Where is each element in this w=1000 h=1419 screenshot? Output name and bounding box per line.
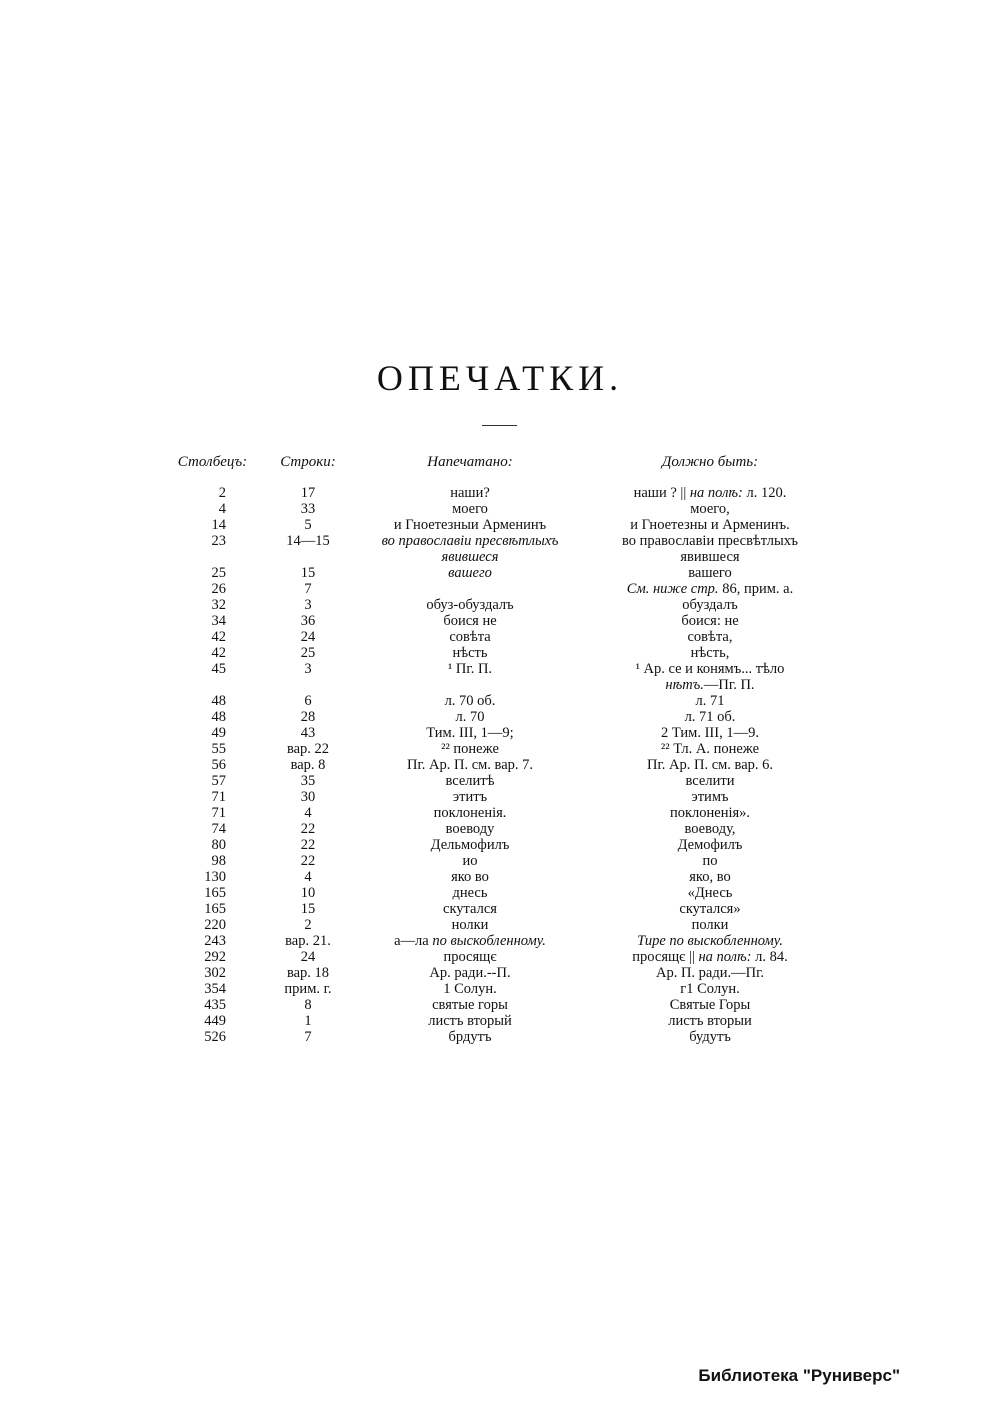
text-run: листъ вторый [428, 1013, 512, 1029]
text-run: обуз-обуздалъ [426, 597, 514, 613]
correct-text [590, 773, 830, 789]
errata-row [0, 981, 1000, 997]
errata-row [0, 725, 1000, 741]
column-number: 74 [211, 821, 226, 837]
text-run: Ар. ради.--П. [429, 965, 511, 981]
correct-text [590, 613, 830, 629]
errata-row [0, 693, 1000, 709]
line-number: 8 [304, 997, 312, 1013]
printed-text [350, 485, 590, 501]
line-number: 4 [304, 805, 312, 821]
line-number: 24 [300, 629, 316, 645]
errata-row [0, 869, 1000, 885]
printed-text [350, 1029, 590, 1045]
printed-text [350, 805, 590, 821]
text-run: ¹ Пг. П. [447, 661, 493, 677]
correct-text [590, 837, 830, 853]
correct-text [590, 869, 830, 885]
printed-text [350, 869, 590, 885]
text-run: явившеся [680, 549, 740, 565]
line-number: 7 [304, 581, 312, 597]
text-run: боися: не [681, 613, 739, 629]
correct-text [590, 501, 830, 517]
text-run: яко во [451, 869, 489, 885]
correct-text [590, 485, 830, 501]
header-printed: Напечатано: [427, 454, 513, 470]
text-run: по [702, 853, 718, 869]
line-number: вар. 8 [290, 757, 326, 773]
errata-row [0, 917, 1000, 933]
text-run: совѣта, [687, 629, 733, 645]
text-run: боися не [443, 613, 497, 629]
correct-text [590, 805, 830, 821]
text-run: воеводу [445, 821, 495, 837]
printed-text [350, 917, 590, 933]
errata-table [0, 485, 1000, 1045]
printed-text [350, 693, 590, 709]
line-number: вар. 18 [286, 965, 330, 981]
correct-text [590, 741, 830, 757]
text-run: «Днесь [687, 885, 733, 901]
correct-text [590, 645, 830, 661]
column-number: 45 [211, 661, 226, 677]
errata-row [0, 533, 1000, 565]
header-lines: Строки: [280, 454, 336, 470]
line-number: вар. 22 [286, 741, 330, 757]
text-run: днесь [452, 885, 488, 901]
errata-row [0, 997, 1000, 1013]
printed-text [350, 661, 590, 677]
text-run: л. 71 [695, 693, 725, 709]
line-number: 24 [300, 949, 316, 965]
printed-text [350, 533, 590, 565]
correct-text [590, 709, 830, 725]
line-number: 1 [304, 1013, 312, 1029]
column-number: 25 [211, 565, 226, 581]
text-run: яко, во [689, 869, 731, 885]
line-number: 15 [300, 901, 316, 917]
text-run: на полѣ: [698, 949, 752, 965]
text-run: по выскобленному. [432, 933, 546, 949]
printed-text [350, 565, 590, 581]
line-number: 5 [304, 517, 312, 533]
printed-text [350, 853, 590, 869]
line-number: 36 [300, 613, 316, 629]
text-run: поклоненія. [433, 805, 507, 821]
correct-text [590, 997, 830, 1013]
text-run: л. 120. [742, 485, 787, 501]
line-number: 2 [304, 917, 312, 933]
correct-text [590, 789, 830, 805]
printed-text [350, 821, 590, 837]
errata-row [0, 853, 1000, 869]
text-run: будутъ [689, 1029, 731, 1045]
line-number: 7 [304, 1029, 312, 1045]
text-run: —Пг. П. [703, 677, 755, 693]
text-run: скутался [443, 901, 497, 917]
errata-row [0, 885, 1000, 901]
column-number: 14 [211, 517, 226, 533]
printed-text [350, 517, 590, 533]
errata-row [0, 501, 1000, 517]
text-run: и Гноетезныи Арменинъ [393, 517, 547, 533]
errata-row [0, 645, 1000, 661]
correct-text [590, 821, 830, 837]
errata-row [0, 773, 1000, 789]
text-run: листъ вторыи [668, 1013, 752, 1029]
column-number: 48 [211, 693, 226, 709]
line-number: 15 [300, 565, 316, 581]
text-run: л. 70 об. [444, 693, 496, 709]
correct-text [590, 933, 830, 949]
correct-text [590, 901, 830, 917]
errata-row [0, 789, 1000, 805]
errata-row [0, 581, 1000, 597]
column-number: 98 [211, 853, 226, 869]
text-run: Ар. П. ради.—Пг. [655, 965, 765, 981]
text-run: а—ла [394, 933, 433, 949]
errata-row [0, 709, 1000, 725]
column-number: 26 [211, 581, 226, 597]
printed-text [350, 789, 590, 805]
column-number: 165 [204, 885, 226, 901]
text-run: л. 70 [455, 709, 485, 725]
line-number: 30 [300, 789, 316, 805]
text-run: во православіи пресвѣтлыхъ [381, 533, 559, 549]
column-number: 302 [204, 965, 226, 981]
text-run: совѣта [449, 629, 491, 645]
header-correct: Должно быть: [661, 454, 759, 470]
text-run: поклоненія». [669, 805, 751, 821]
line-number: 3 [304, 597, 312, 613]
printed-text [350, 773, 590, 789]
line-number: 28 [300, 709, 316, 725]
text-run: 2 Тим. III, 1—9. [661, 725, 759, 741]
correct-text [590, 757, 830, 773]
text-run: ²² понеже [441, 741, 499, 757]
column-number: 354 [204, 981, 226, 997]
column-number: 449 [204, 1013, 226, 1029]
printed-text [350, 997, 590, 1013]
text-run: просящє || [632, 949, 699, 965]
line-number: вар. 21. [285, 933, 331, 949]
text-run: явившеся [441, 549, 499, 565]
page-title: ОПЕЧАТКИ. [376, 358, 624, 398]
column-number: 32 [211, 597, 226, 613]
printed-text [350, 597, 590, 613]
printed-text [350, 1013, 590, 1029]
column-number: 56 [211, 757, 226, 773]
column-number: 130 [204, 869, 226, 885]
text-run: Тим. III, 1—9; [426, 725, 514, 741]
correct-text [590, 917, 830, 933]
text-run: нѣсть [452, 645, 488, 661]
text-run: обуздалъ [682, 597, 738, 613]
correct-text [590, 581, 830, 597]
column-number: 71 [211, 805, 226, 821]
text-run: воеводу, [684, 821, 736, 837]
correct-text [590, 1029, 830, 1045]
printed-text [350, 741, 590, 757]
line-number: 35 [300, 773, 316, 789]
text-run: и Гноетезны и Арменинъ. [630, 517, 790, 533]
line-number: прим. г. [284, 981, 332, 997]
correct-text [590, 885, 830, 901]
printed-text [350, 725, 590, 741]
correct-text [590, 965, 830, 981]
line-number: 25 [300, 645, 316, 661]
correct-text [590, 565, 830, 581]
line-number: 22 [300, 821, 316, 837]
text-run: вселитѣ [445, 773, 495, 789]
column-number: 57 [211, 773, 226, 789]
text-run: нѣсть, [690, 645, 730, 661]
line-number: 22 [300, 837, 316, 853]
text-run: брдутъ [448, 1029, 492, 1045]
column-number: 42 [211, 645, 226, 661]
line-number: 6 [304, 693, 312, 709]
library-watermark: Библиотека "Руниверс" [698, 1366, 900, 1385]
text-run: Пг. Ар. П. см. вар. 6. [646, 757, 774, 773]
printed-text [350, 885, 590, 901]
text-run: во православіи пресвѣтлыхъ [622, 533, 798, 549]
line-number: 4 [304, 869, 312, 885]
header-column: Столбецъ: [177, 454, 248, 470]
text-run: См. ниже стр. [626, 581, 719, 597]
text-run: Тире по выскобленному. [637, 933, 783, 949]
printed-text [350, 709, 590, 725]
text-run: наши? [450, 485, 490, 501]
text-run: л. 71 об. [684, 709, 736, 725]
column-number: 48 [211, 709, 226, 725]
printed-text [350, 965, 590, 981]
printed-text [350, 949, 590, 965]
text-run: моего, [690, 501, 730, 517]
column-number: 165 [204, 901, 226, 917]
printed-text [350, 933, 590, 949]
column-number: 23 [211, 533, 226, 549]
line-number: 17 [300, 485, 316, 501]
errata-row [0, 629, 1000, 645]
errata-row [0, 1029, 1000, 1045]
correct-text [590, 693, 830, 709]
printed-text [350, 501, 590, 517]
text-run: святые горы [432, 997, 508, 1013]
errata-row [0, 565, 1000, 581]
column-number: 80 [211, 837, 226, 853]
correct-text [590, 533, 830, 565]
errata-row [0, 965, 1000, 981]
text-run: л. 84. [751, 949, 788, 965]
printed-text [350, 757, 590, 773]
correct-text [590, 981, 830, 997]
column-number: 220 [204, 917, 226, 933]
correct-text [590, 853, 830, 869]
errata-row [0, 933, 1000, 949]
correct-text [590, 629, 830, 645]
column-number: 55 [211, 741, 226, 757]
column-number: 292 [204, 949, 226, 965]
text-run: вселити [685, 773, 735, 789]
column-number: 4 [218, 501, 226, 517]
text-run: Пг. Ар. П. см. вар. 7. [406, 757, 534, 773]
line-number: 33 [300, 501, 316, 517]
text-run: 1 Солун. [443, 981, 497, 997]
column-number: 526 [204, 1029, 226, 1045]
text-run: Святые Горы [669, 997, 751, 1013]
text-run: нѣтъ. [665, 677, 704, 693]
printed-text [350, 981, 590, 997]
text-run: моего [452, 501, 488, 517]
line-number: 10 [300, 885, 316, 901]
printed-text [350, 629, 590, 645]
errata-row [0, 613, 1000, 629]
correct-text [590, 1013, 830, 1029]
text-run: на полѣ: [689, 485, 743, 501]
correct-text [590, 517, 830, 533]
errata-row [0, 517, 1000, 533]
column-number: 49 [211, 725, 226, 741]
errata-row [0, 949, 1000, 965]
errata-row [0, 837, 1000, 853]
correct-text [590, 661, 830, 693]
column-number: 71 [211, 789, 226, 805]
errata-row [0, 485, 1000, 501]
text-run: ᴦ1 Солун. [680, 981, 740, 997]
printed-text [350, 645, 590, 661]
text-run: этитъ [452, 789, 488, 805]
printed-text [350, 837, 590, 853]
errata-row [0, 597, 1000, 613]
text-run: ¹ Ар. се и конямъ... тѣло [635, 661, 785, 677]
line-number: 14—15 [286, 533, 330, 549]
text-run: наши ? || [633, 485, 690, 501]
errata-row [0, 757, 1000, 773]
errata-row [0, 1013, 1000, 1029]
text-run: просящє [443, 949, 497, 965]
column-number: 34 [211, 613, 226, 629]
text-run: этимъ [691, 789, 729, 805]
column-number: 42 [211, 629, 226, 645]
text-run: вашего [448, 565, 492, 581]
text-run: ио [462, 853, 478, 869]
title-divider [482, 425, 517, 426]
text-run: нолки [451, 917, 489, 933]
column-number: 435 [204, 997, 226, 1013]
text-run: полки [691, 917, 729, 933]
line-number: 22 [300, 853, 316, 869]
line-number: 3 [304, 661, 312, 677]
text-run: ²² Тл. А. понеже [660, 741, 760, 757]
text-run: Демофилъ [677, 837, 743, 853]
line-number: 43 [300, 725, 316, 741]
errata-row [0, 805, 1000, 821]
text-run: скутался» [679, 901, 741, 917]
text-run: Дельмофилъ [430, 837, 510, 853]
printed-text [350, 901, 590, 917]
errata-row [0, 901, 1000, 917]
correct-text [590, 725, 830, 741]
correct-text [590, 949, 830, 965]
correct-text [590, 597, 830, 613]
column-number: 243 [204, 933, 226, 949]
errata-row [0, 661, 1000, 693]
column-number: 2 [218, 485, 226, 501]
errata-row [0, 821, 1000, 837]
errata-row [0, 741, 1000, 757]
text-run: вашего [688, 565, 732, 581]
text-run: 86, прим. а. [718, 581, 794, 597]
printed-text [350, 613, 590, 629]
